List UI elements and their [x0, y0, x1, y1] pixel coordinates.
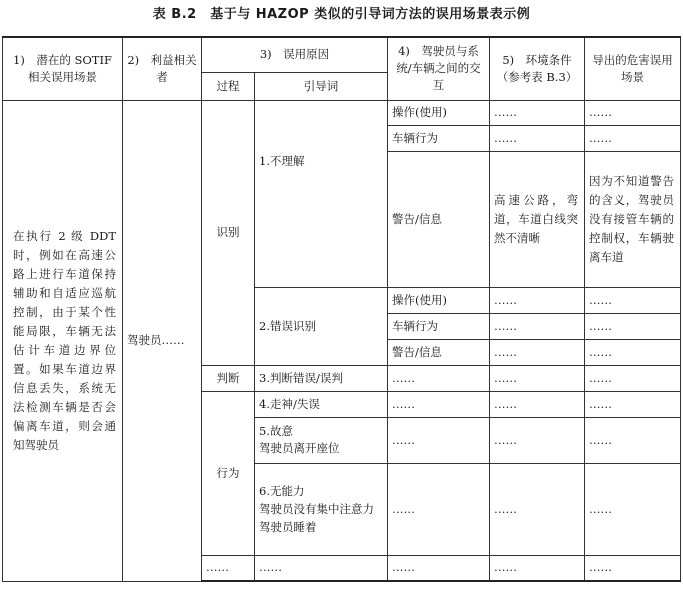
env-cell: …… [490, 417, 585, 463]
process-judge: 判断 [202, 365, 255, 391]
derived-cell: …… [585, 463, 681, 555]
header-stakeholder: 2) 利益相关者 [123, 37, 202, 100]
interaction-operation: 操作(使用) [388, 287, 490, 313]
header-environment: 5) 环境条件（参考表 B.3） [490, 37, 585, 100]
table-title: 表 B.2 基于与 HAZOP 类似的引导词方法的误用场景表示例 [152, 7, 531, 22]
process-act: 行为 [202, 391, 255, 555]
guideword-2: 2.错误识别 [255, 287, 388, 365]
derived-cell: …… [585, 287, 681, 313]
process-identify: 识别 [202, 100, 255, 365]
ellipsis-cell: …… [388, 555, 490, 581]
interaction-warning: 警告/信息 [388, 339, 490, 365]
guideword-6-title: 6.无能力 [259, 484, 305, 498]
guideword-4: 4.走神/失误 [255, 391, 388, 417]
derived-cell: …… [585, 125, 681, 151]
interaction-cell: …… [388, 417, 490, 463]
interaction-operation: 操作(使用) [388, 100, 490, 125]
env-cell: …… [490, 100, 585, 125]
ellipsis-cell: …… [202, 555, 255, 581]
env-cell: …… [490, 339, 585, 365]
guideword-6-detail-1: 驾驶员没有集中注意力 [259, 502, 374, 516]
env-cell: …… [490, 463, 585, 555]
derived-cell: …… [585, 100, 681, 125]
interaction-vehicle-behavior: 车辆行为 [388, 125, 490, 151]
scenario-description: 在执行 2 级 DDT 时，例如在高速公路上进行车道保持辅助和自适应巡航控制，由于某个性能局限，车辆无法估计车道边界位置。如果车道边界信息丢失，系统无法检测车辆是否会偏离车道，则会通知驾驶员 [3, 100, 123, 581]
ellipsis-cell: …… [490, 555, 585, 581]
header-potential-scenario: 1) 潜在的 SOTIF 相关误用场景 [3, 37, 123, 100]
env-cell: …… [490, 125, 585, 151]
derived-cell: …… [585, 313, 681, 339]
guideword-6-detail-2: 驾驶员睡着 [259, 520, 317, 534]
interaction-warning: 警告/信息 [388, 151, 490, 287]
ellipsis-cell: …… [585, 555, 681, 581]
derived-cell: …… [585, 417, 681, 463]
interaction-cell: …… [388, 463, 490, 555]
stakeholder-cell: 驾驶员…… [123, 100, 202, 581]
derived-cell: …… [585, 391, 681, 417]
env-cell: …… [490, 365, 585, 391]
derived-cell: …… [585, 365, 681, 391]
interaction-cell: …… [388, 391, 490, 417]
env-cell: …… [490, 287, 585, 313]
env-condition: 高速公路，弯道，车道白线突然不清晰 [490, 151, 585, 287]
guideword-5 [255, 417, 388, 463]
header-derived-scenario: 导出的危害误用场景 [585, 37, 681, 100]
guideword-5-detail: 驾驶员离开座位 [259, 441, 340, 455]
interaction-vehicle-behavior: 车辆行为 [388, 313, 490, 339]
guideword-6 [255, 463, 388, 555]
header-misuse-cause: 3) 误用原因 [202, 37, 388, 72]
env-cell: …… [490, 391, 585, 417]
header-interaction: 4) 驾驶员与系统/车辆之间的交互 [388, 37, 490, 100]
guideword-5-title: 5.故意 [259, 424, 293, 438]
derived-cell: …… [585, 339, 681, 365]
derived-scenario: 因为不知道警告的含义，驾驶员没有接管车辆的控制权，车辆驶离车道 [585, 151, 681, 287]
misuse-scenario-table [2, 36, 681, 582]
header-guideword: 引导词 [255, 72, 388, 100]
env-cell: …… [490, 313, 585, 339]
interaction-cell: …… [388, 365, 490, 391]
guideword-1: 1.不理解 [255, 100, 388, 287]
header-process: 过程 [202, 72, 255, 100]
ellipsis-cell: …… [255, 555, 388, 581]
guideword-3: 3.判断错误/误判 [255, 365, 388, 391]
